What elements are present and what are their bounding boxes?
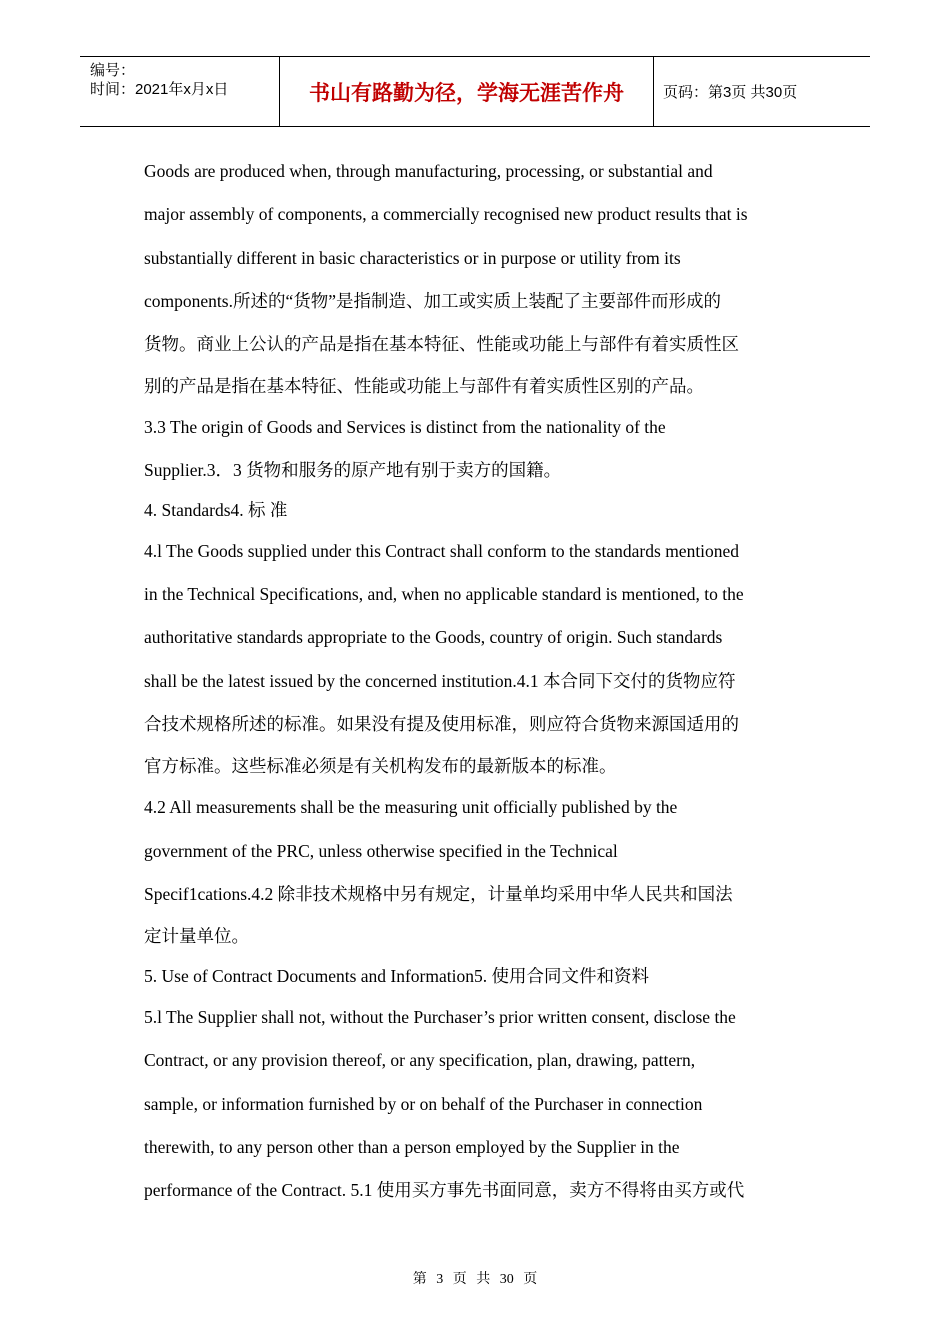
text-line: performance of the Contract. 5.1 使用买方事先书面同意，卖方不得将由买方或代 [144,1180,745,1201]
text-line: components.所述的“货物”是指制造、加工或实质上装配了主要部件而形成的 [144,290,721,311]
text-line: 4.2 All measurements shall be the measuring unit officially published by the [144,797,678,818]
text-line: 官方标准。这些标准必须是有关机构发布的最新版本的标准。 [144,756,617,777]
header-meta [80,57,280,126]
text-line: major assembly of components, a commercially recognised new product results that is [144,204,748,225]
doc-date-label: 时间：2021年x月x日 [90,81,229,98]
text-line: government of the PRC, unless otherwise specified in the Technical [144,840,618,861]
text-line: authoritative standards appropriate to the Goods, country of origin. Such standards [144,627,723,648]
text-line: 别的产品是指在基本特征、性能或功能上与部件有着实质性区别的产品。 [144,376,704,397]
text-line: Specif1cations.4.2 除非技术规格中另有规定，计量单均采用中华人民共和国法 [144,883,733,904]
header-page-info: 页码：第3页 共30页 [663,84,798,101]
text-line: Contract, or any provision thereof, or any specification, plan, drawing, pattern, [144,1050,696,1071]
doc-number-label: 编号： [90,62,136,79]
text-line: 3.3 The origin of Goods and Services is distinct from the nationality of the [144,417,666,438]
text-line: 5.l The Supplier shall not, without the Purchaser’s prior written consent, disclose the [144,1007,736,1028]
text-line: 4.l The Goods supplied under this Contract shall conform to the standards mentioned [144,540,740,561]
page-footer: 第 3 页 共 30 页 [412,1272,538,1287]
text-line: Supplier.3．3 货物和服务的原产地有别于卖方的国籍。 [144,459,562,480]
text-line: Goods are produced when, through manufacturing, processing, or substantial and [144,161,713,181]
text-line: therewith, to any person other than a person employed by the Supplier in the [144,1137,680,1158]
text-line: sample, or information furnished by or on behalf of the Purchaser in connection [144,1093,703,1114]
text-line: in the Technical Specifications, and, when no applicable standard is mentioned, to the [144,584,744,605]
page-header [80,56,870,127]
text-line: 货物。商业上公认的产品是指在基本特征、性能或功能上与部件有着实质性区 [144,334,739,355]
text-line: 定计量单位。 [144,926,249,947]
text-line: 合技术规格所述的标准。如果没有提及使用标准，则应符合货物来源国适用的 [144,713,739,734]
section-heading: 5. Use of Contract Documents and Information5. 使用合同文件和资料 [144,966,649,987]
document-body [144,150,814,1213]
text-line: substantially different in basic characteristics or in purpose or utility from its [144,247,681,268]
section-heading: 4. Standards4. 标 准 [144,499,288,520]
header-motto: 书山有路勤为径，学海无涯苦作舟 [280,57,654,126]
text-line: shall be the latest issued by the concerned institution.4.1 本合同下交付的货物应符 [144,670,736,691]
